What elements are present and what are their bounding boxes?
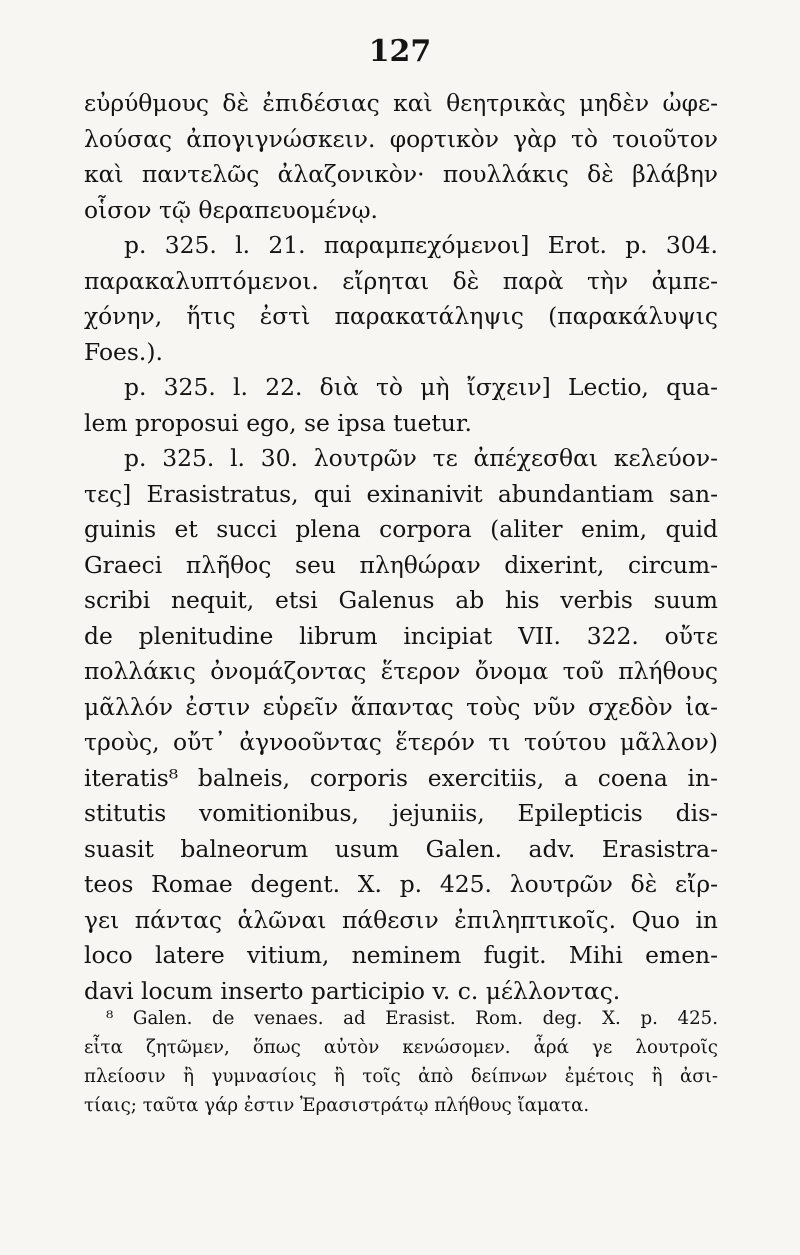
text-line: λούσας ἀπογιγνώσκειν. φορτικὸν γὰρ τὸ τοιοῦτον: [84, 124, 718, 153]
text-line: guinis et succi plena corpora (aliter enim, quid: [84, 515, 718, 543]
text-line: p. 325. l. 30. λουτρῶν τε ἀπέχεσθαι κελεύον-: [124, 444, 718, 472]
text-line: τροὺς, οὔτ᾽ ἀγνοοῦντας ἕτερόν τι τούτου μᾶλλον): [84, 728, 718, 756]
text-line: lem proposui ego, se ipsa tuetur.: [84, 408, 472, 437]
text-line: καὶ παντελῶς ἀλαζονικὸν· πουλλάκις δὲ βλάβην: [84, 160, 718, 188]
footnote-line: πλείοσιν ἢ γυμνασίοις ἢ τοῖς ἀπὸ δείπνων ἐμέτοις ἢ ἀσι-: [84, 1066, 718, 1087]
text-line: μᾶλλόν ἐστιν εὑρεῖν ἅπαντας τοὺς νῦν σχεδὸν ἰα-: [84, 692, 718, 721]
text-line: suasit balneorum usum Galen. adv. Erasistra-: [84, 834, 718, 863]
text-line: iteratis⁸ balneis, corporis exercitiis, a coena in-: [84, 763, 718, 792]
text-line: scribi nequit, etsi Galenus ab his verbis suum: [84, 586, 718, 614]
text-line: Graeci πλῆθος seu πληθώραν dixerint, circum-: [84, 550, 718, 579]
text-line: τες] Erasistratus, qui exinanivit abundantiam san-: [84, 479, 718, 508]
text-line: p. 325. l. 22. διὰ τὸ μὴ ἴσχειν] Lectio, qua-: [124, 373, 718, 401]
text-line: stitutis vomitionibus, jejuniis, Epilepticis dis-: [84, 799, 718, 827]
footnote-line: ⁸ Galen. de venaes. ad Erasist. Rom. deg. X. p. 425.: [106, 1008, 718, 1029]
text-line: πολλάκις ὀνομάζοντας ἕτερον ὄνομα τοῦ πλήθους: [84, 657, 718, 685]
footnotes: [84, 1004, 718, 1120]
text-line: παρακαλυπτόμενοι. εἴρηται δὲ παρὰ τὴν ἀμπε-: [84, 266, 718, 295]
text-line: εὐρύθμους δὲ ἐπιδέσιας καὶ θεητρικὰς μηδὲν ὠφε-: [84, 89, 718, 117]
text-line: χόνην, ἥτις ἐστὶ παρακατάληψις (παρακάλυψις: [84, 302, 718, 330]
text-line: p. 325. l. 21. παραμπεχόμενοι] Erot. p. 304.: [124, 231, 718, 259]
text-line: teos Romae degent. X. p. 425. λουτρῶν δὲ εἴρ-: [84, 870, 718, 898]
text-line: οἷσον τῷ θεραπευομένῳ.: [84, 195, 378, 224]
body-text: [84, 86, 718, 1009]
text-line: de plenitudine librum incipiat VII. 322. οὔτε: [84, 621, 718, 650]
text-line: Foes.).: [84, 337, 163, 366]
footnote-line: τίαις; ταῦτα γάρ ἐστιν Ἐρασιστράτῳ πλήθους ἴαματα.: [84, 1095, 590, 1116]
page-number: 127: [368, 34, 432, 69]
footnote-line: εἶτα ζητῶμεν, ὅπως αὐτὸν κενώσομεν. ἆρά γε λουτροῖς: [84, 1037, 718, 1058]
text-line: γει πάντας ἁλῶναι πάθεσιν ἐπιληπτικοῖς. Quo in: [84, 905, 718, 934]
text-line: davi locum inserto participio v. c. μέλλοντας.: [84, 976, 621, 1005]
text-line: loco latere vitium, neminem fugit. Mihi emen-: [84, 941, 718, 969]
